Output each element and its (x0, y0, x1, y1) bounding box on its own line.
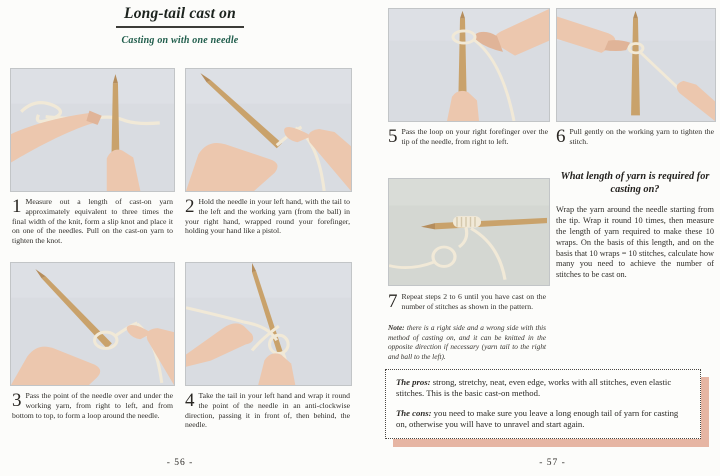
step-caption-2 (185, 197, 350, 236)
photo-step-4 (185, 262, 352, 386)
photo-step-6 (556, 8, 716, 122)
page-header (0, 5, 360, 46)
step-text: Take the tail in your left hand and wrap it round the point of the needle in an anti-clockwise direction, passing it in front of, then behind, the needle. (185, 391, 350, 430)
photo-step-2 (185, 68, 352, 192)
step-number: 3 (12, 390, 22, 411)
cons-paragraph (396, 408, 690, 431)
page-title: Long-tail cast on (116, 5, 244, 28)
step-text: Pass the point of the needle over and under the working yarn, from right to left, and from bottom to top, to form a loop around the needle. (12, 391, 173, 420)
step-number: 2 (185, 196, 195, 217)
pros-cons-box (385, 369, 701, 439)
photo-step-1 (10, 68, 175, 192)
pros-label: The pros: (396, 377, 431, 387)
photo-step-5 (388, 8, 550, 122)
sidebar-body: Wrap the yarn around the needle starting from the tip. Wrap it round 10 times, then measure the length of yarn required to make these 10 wraps. On the basis of this length, and on the basis that 10 wraps = 10 stitches, calculate how many you need to achieve the number of stitches to be cast on. (556, 204, 714, 280)
right-page (385, 0, 720, 476)
step-caption-5 (388, 127, 548, 147)
step-caption-6 (556, 127, 714, 147)
knitting-photo-illustration (389, 179, 549, 285)
step-number: 1 (12, 196, 22, 217)
page-number-right: - 57 - (539, 458, 566, 468)
step-text: Hold the needle in your left hand, with the tail to the left and the working yarn (from the ball) in your right hand, wrapped round your forefinger, holding your hand like a pistol. (185, 197, 350, 236)
yarn-length-sidebar (556, 170, 714, 281)
photo-step-7 (388, 178, 550, 286)
knitting-photo-illustration (557, 9, 715, 121)
step-caption-7 (388, 292, 546, 312)
knitting-photo-illustration (11, 263, 174, 385)
cons-label: The cons: (396, 407, 432, 418)
page-number-left: - 56 - (166, 458, 194, 468)
knitting-photo-illustration (11, 69, 174, 191)
knitting-photo-illustration (186, 263, 351, 385)
step-text: Pass the loop on your right forefinger over the tip of the needle, from right to left. (401, 127, 548, 146)
step-text: Pull gently on the working yarn to tighten the stitch. (569, 127, 714, 146)
knitting-photo-illustration (389, 9, 549, 121)
step-number: 6 (556, 126, 566, 147)
step-caption-3 (12, 391, 173, 420)
pros-text: strong, stretchy, neat, even edge, works with all stitches, even elastic stitches. This is the basic cast-on method. (396, 377, 672, 399)
pros-paragraph (396, 377, 690, 400)
step-caption-1 (12, 197, 173, 246)
step-number: 4 (185, 390, 195, 411)
note-text: there is a right side and a wrong side with this method of casting on, and it can be knitted in the opposite direction if necessary (yarn tail to the right and ball to the left). (388, 323, 546, 361)
step-number: 7 (388, 291, 398, 312)
knitting-photo-illustration (186, 69, 351, 191)
step-caption-4 (185, 391, 350, 430)
cons-text: you need to make sure you leave a long enough tail of yarn for casting on, otherwise you will have to unravel and start again. (396, 407, 679, 429)
step-number: 5 (388, 126, 398, 147)
sidebar-heading: What length of yarn is required for casting on? (560, 171, 710, 196)
note-label: Note: (388, 323, 405, 332)
page-subtitle: Casting on with one needle (121, 35, 239, 46)
photo-step-3 (10, 262, 175, 386)
step-text: Repeat steps 2 to 6 until you have cast on the number of stitches as shown in the pattern. (401, 292, 546, 311)
step-text: Measure out a length of cast-on yarn approximately equivalent to three times the final width of the knit, form a slip knot and place it on one of the needles. Pull on the cast-on yarn to tighten the knot. (12, 197, 173, 246)
note-paragraph (388, 323, 546, 362)
